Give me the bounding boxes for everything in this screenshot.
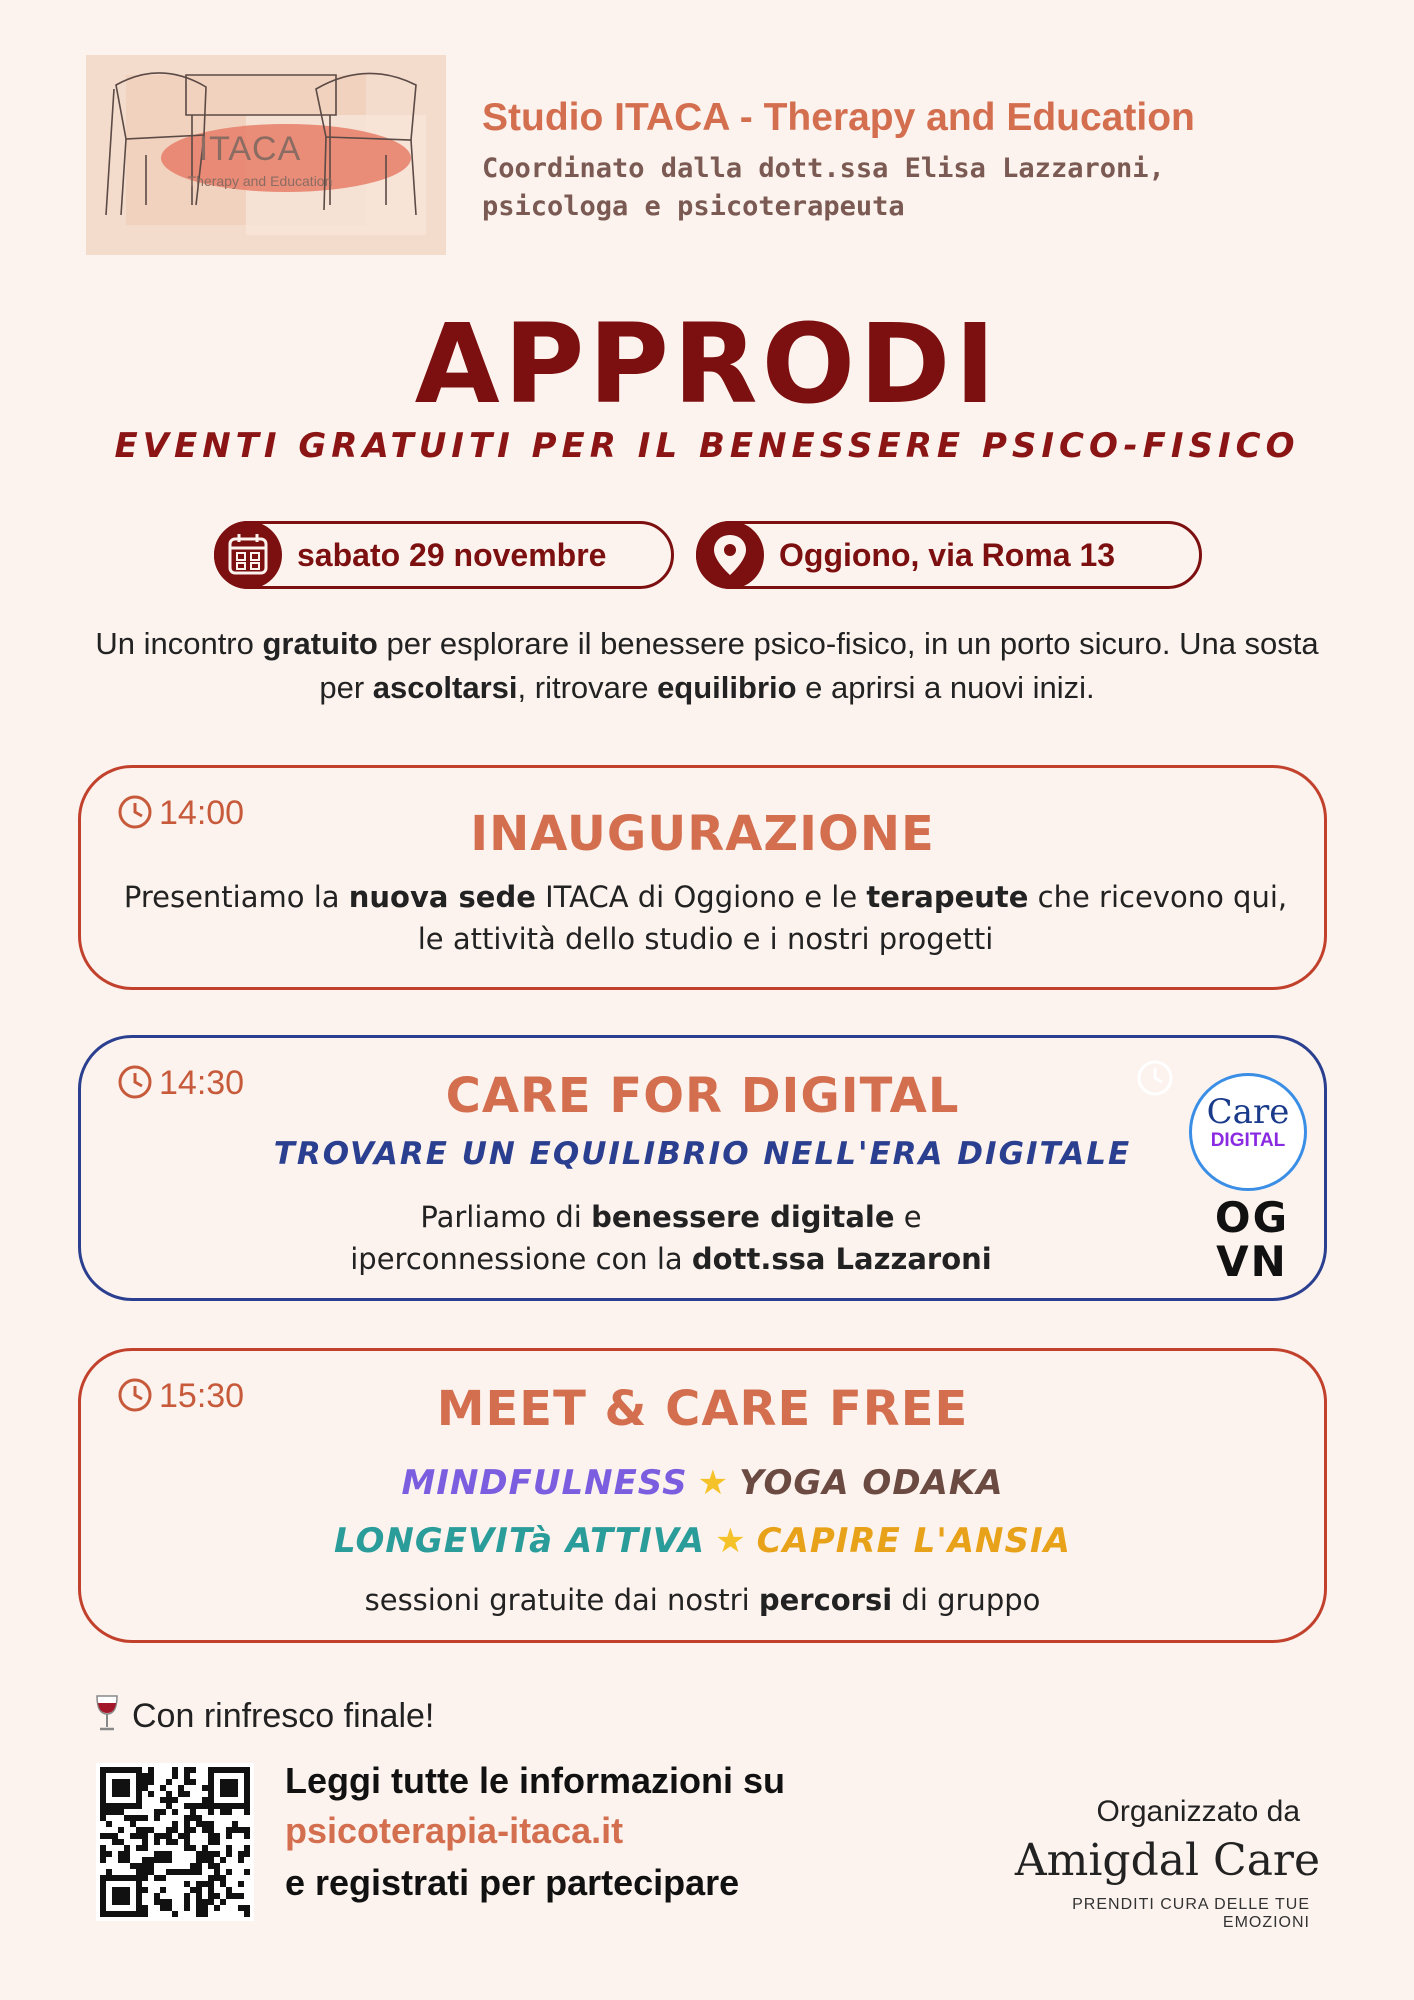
event-title: APPRODI [414,300,1000,428]
date-pill [214,521,674,589]
refreshment-note: Con rinfresco finale! [92,1693,434,1736]
activity-longevita: LONGEVITà ATTIVA [334,1521,706,1561]
session-description: sessioni gratuite dai nostri percorsi di gruppo [364,1583,1041,1617]
session-description: Parliamo di benessere digitale e iperconnessione con la dott.ssa Lazzaroni [350,1200,992,1276]
info-line-2: e registrati per partecipare [285,1862,740,1903]
studio-title: Studio ITACA - Therapy and Education [482,96,1195,139]
logo-tagline: Therapy and Education [187,173,333,189]
session-time: 14:30 [117,1064,244,1103]
event-date: sabato 29 novembre [297,537,607,573]
session-title: MEET & CARE FREE [436,1381,969,1437]
activity-row-1 [81,1463,1324,1503]
star-icon: ★ [697,1463,730,1503]
star-icon: ★ [715,1521,747,1561]
activity-ansia: CAPIRE L'ANSIA [756,1521,1071,1561]
session-title: CARE FOR DIGITAL [445,1068,960,1124]
care-for-digital-logo: Care DIGITAL [1189,1073,1307,1191]
intro-text: Un incontro gratuito per esplorare il benessere psico-fisico, in un porto sicuro. Una sosta per ascoltarsi, ritrovare equilibrio e aprirsi a nuovi inizi. [95,626,1319,705]
wine-glass-icon [92,1693,122,1733]
session-time: 14:00 [117,794,244,833]
activity-mindfulness: MINDFULNESS [401,1463,688,1503]
studio-coordinator: Coordinato dalla dott.ssa Elisa Lazzaroni, psicologa e psicoterapeuta [482,153,1165,222]
session-subtitle: TROVARE UN EQUILIBRIO NELL'ERA DIGITALE [273,1136,1132,1172]
location-pill [696,521,1202,589]
activity-row-2 [81,1521,1324,1561]
event-location: Oggiono, via Roma 13 [779,537,1116,573]
organizer-label: Organizzato da [1096,1795,1300,1828]
session-card-care-for-digital [78,1035,1327,1301]
session-card-meet-care-free [78,1348,1327,1643]
map-pin-icon [696,521,764,589]
organizer-tagline: PRENDITI CURA DELLE TUE EMOZIONI [1072,1896,1310,1931]
logo-name: ITACA [198,130,302,168]
session-title: INAUGURAZIONE [470,806,935,862]
info-line-1: Leggi tutte le informazioni su [285,1760,786,1801]
qr-code[interactable] [96,1763,254,1921]
session-time: 15:30 [117,1377,244,1416]
organizer-logo: Amigdal Care [1014,1835,1320,1886]
event-subtitle: EVENTI GRATUITI PER IL BENESSERE PSICO-FISICO [114,426,1300,466]
website-link[interactable]: psicoterapia-itaca.it [285,1810,624,1851]
calendar-icon [214,521,282,589]
session-description: Presentiamo la nuova sede ITACA di Oggiono e le terapeute che ricevono qui, le attività dello studio e i nostri progetti [123,880,1288,956]
activity-yoga: YOGA ODAKA [739,1463,1004,1503]
ogvn-logo: OG VN [1214,1193,1290,1286]
session-card-inaugurazione [78,765,1327,990]
